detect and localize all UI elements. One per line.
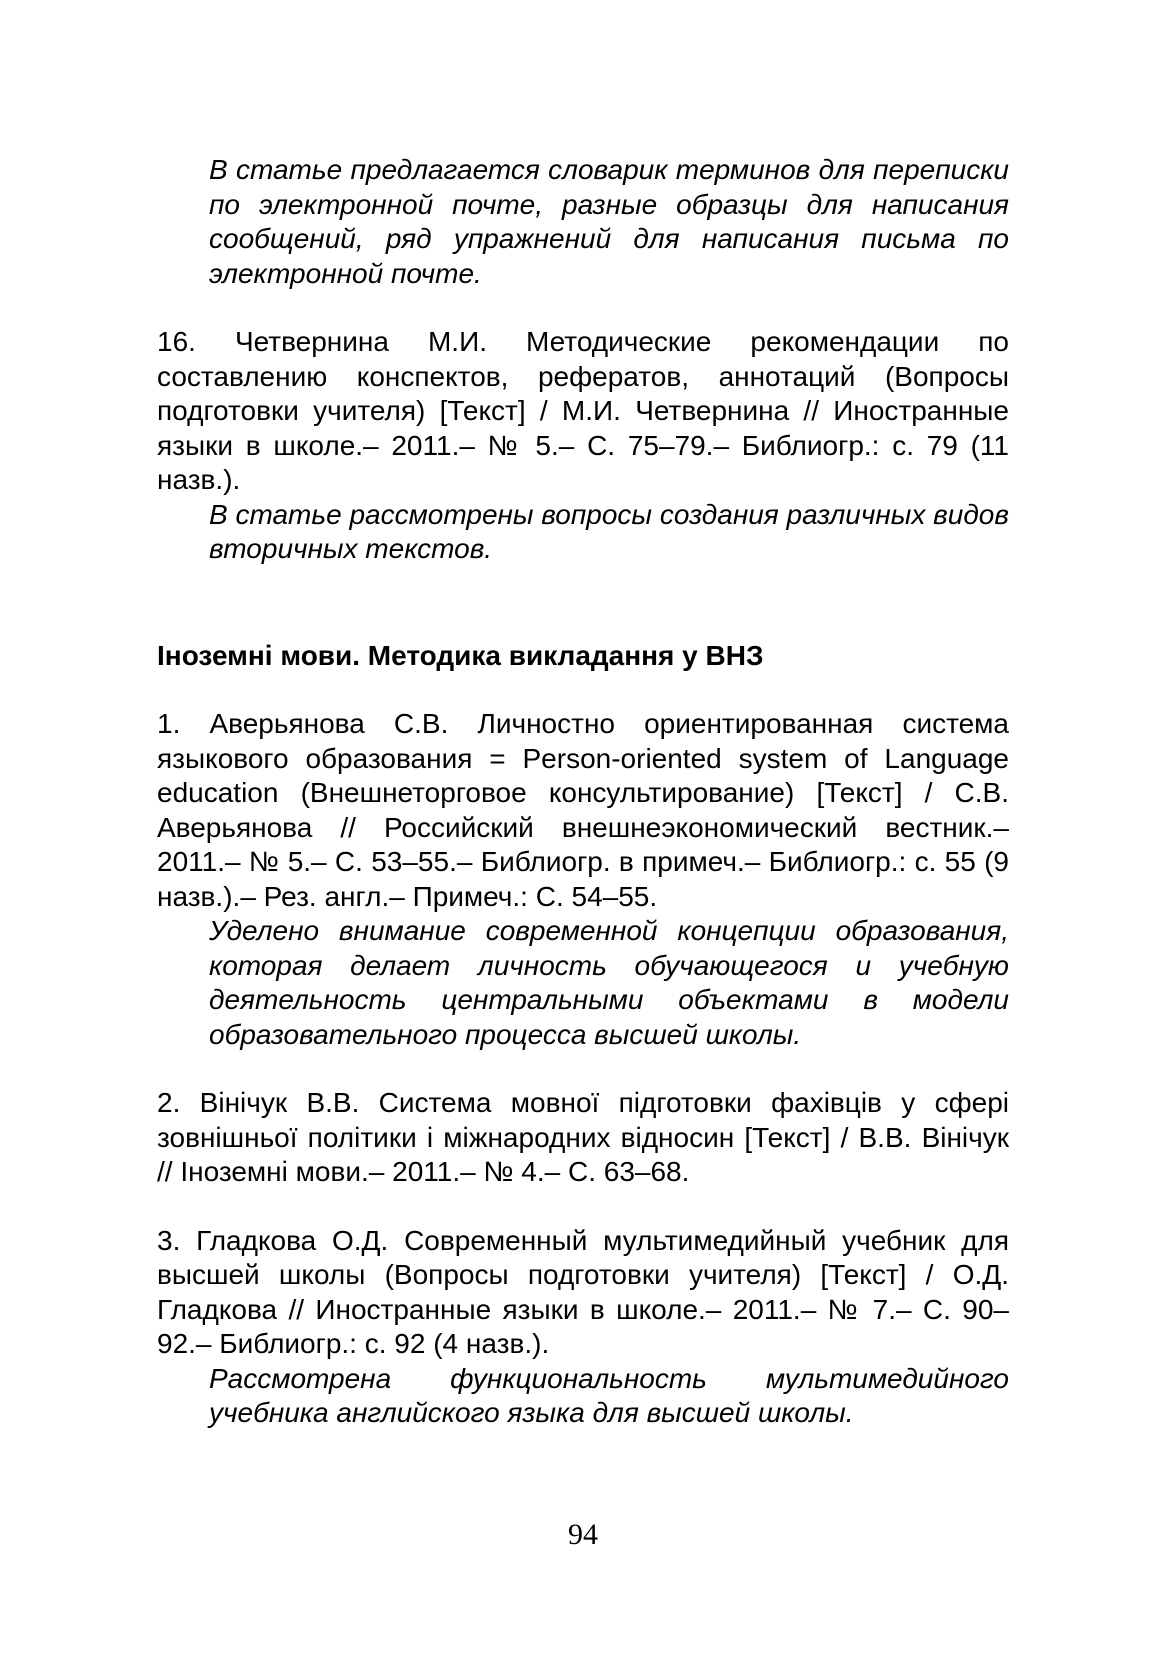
annotation-16: В статье рассмотрены вопросы создания различных видов вторичных текстов.: [209, 498, 1009, 564]
page-number: 94: [568, 1518, 598, 1551]
page-content: [157, 153, 1009, 1431]
section-heading: Іноземні мови. Методика викладання у ВНЗ: [157, 639, 764, 671]
bibliography-entry-2: 2. Вінічук В.В. Система мовної підготовки фахівців у сфері зовнішньої політики і міжнародних відносин [Текст] / В.В. Вінічук // Іноземні мови.– 2011.– № 4.– С. 63–68.: [157, 1087, 1009, 1187]
bibliography-entry-1: 1. Аверьянова С.В. Личностно ориентированная система языкового образования = Person-oriented system of Language education (Внешнеторговое консультирование) [Текст] / С.В. Аверьянова // Российский внешнеэкономический вестник.– 2011.– № 5.– С. 53–55.– Библиогр. в примеч.– Библиогр.: с. 55 (9 назв.).– Рез. англ.– Примеч.: С. 54–55.: [157, 708, 1009, 912]
bibliography-entry-16: 16. Четвернина М.И. Методические рекомендации по составлению конспектов, рефератов, аннотаций (Вопросы подготовки учителя) [Текст] / М.И. Четвернина // Иностранные языки в школе.– 2011.– № 5.– С. 75–79.– Библиогр.: с. 79 (11 назв.).: [157, 326, 1009, 495]
annotation-1: Уделено внимание современной концепции образования, которая делает личность обучающегося и учебную деятельность центральными объектами в модели образовательного процесса высшей школы.: [209, 915, 1009, 1050]
bibliography-entry-3: 3. Гладкова О.Д. Современный мультимедийный учебник для высшей школы (Вопросы подготовки учителя) [Текст] / О.Д. Гладкова // Иностранные языки в школе.– 2011.– № 7.– С. 90–92.– Библиогр.: с. 92 (4 назв.).: [157, 1224, 1009, 1359]
annotation-3: Рассмотрена функциональность мультимедийного учебника английского языка для высшей школы.: [209, 1362, 1009, 1428]
annotation-15: В статье предлагается словарик терминов для переписки по электронной почте, разные образцы для написания сообщений, ряд упражнений для написания письма по электронной почте.: [209, 154, 1009, 289]
